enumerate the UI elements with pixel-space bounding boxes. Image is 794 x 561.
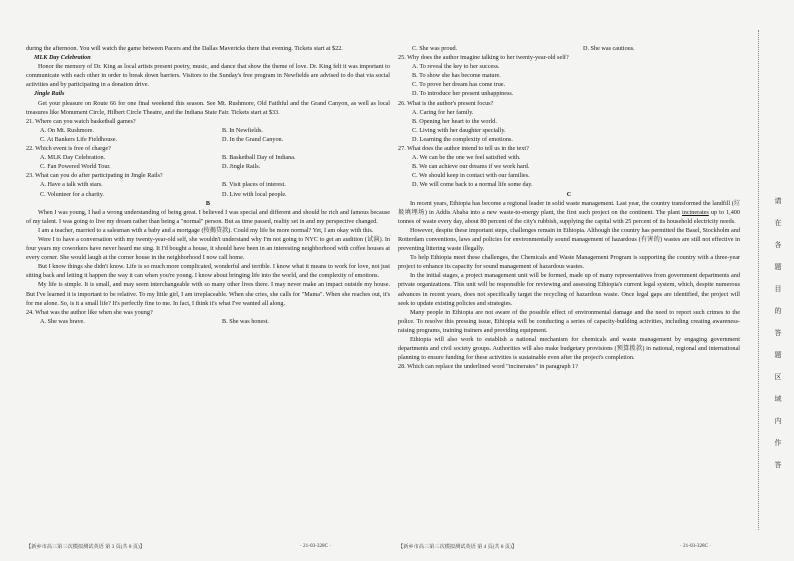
option: B. Basketball Day of Indiana.: [222, 154, 296, 162]
option: A. She was brave.: [40, 317, 85, 325]
paragraph: Honor the memory of Dr. King as local artists present poetry, music, and dance that show the theme of love. Dr. King felt it was important to communicate with each other in order to break down barriers. Visitors to the Sunday's free program in Newfields are advised to do that via social activities and by participating in a donation drive.: [26, 63, 390, 89]
question-21: 21. Where can you watch basketball games?: [26, 117, 136, 125]
paragraph: Ethiopia will also work to establish a national mechanism for chemicals and waste management by engaging government departments and civil society groups. Authorities will also make budgetary provisions (预算拨款) in national, regional and international planning to ensure funding for these activities is sustainable even after the project's completion.: [398, 336, 740, 362]
text-run: In recent years, Ethiopia has become a regional leader in solid waste management. Last year, the country transformed the landfill (垃圾填埋场) in Addis Ababa into a new waste-to-energy plant, the first such project on the continent. The plant: [398, 199, 740, 216]
paragraph: However, despite these important steps, challenges remain in Ethiopia. Although the country has permitted the Basel, Stockholm and Rotterdam conventions, laws and policies for environmentally sound management of hazardous (有害的) wastes are still not effective in preventing littering waste illegally.: [398, 226, 740, 253]
option: C. To prove her dream has come true.: [412, 81, 506, 89]
paragraph: In the initial stages, a project management unit will be formed, made up of many representatives from government departments and private organizations. This unit will be responsible for reviewing and assessing Ethiopia's current legal system, which, despite numerous advances in recent years, does not specifically target the recycling of hazardous waste. Once legal gaps are identified, the project will seek to update existing policies and strategies.: [398, 272, 740, 307]
side-char: 区: [774, 373, 782, 381]
event-heading: MLK Day Celebration: [34, 54, 91, 62]
option: A. We can be the one we feel satisfied with.: [412, 154, 521, 162]
side-char: 各: [774, 241, 782, 249]
paragraph: Were I to have a conversation with my twenty-year-old self, she wouldn't understand why I'm not going to NYC to get an audition (试演). In four years my coworkers have never heard me sing. It I'd bought a house, it should have been in an interesting neighborhood with coffee houses at every corner. She would laugh at the corner house in the neighborhood I now call home.: [26, 235, 390, 262]
page-code: · 21-03-328C ·: [680, 543, 712, 549]
paragraph: To help Ethiopia meet these challenges, the Chemicals and Waste Management Program is supporting the country with a three-year project to enhance its capacity for sound management of hazardous wastes.: [398, 254, 740, 271]
option: B. Opening her heart to the world.: [412, 117, 497, 125]
option: B. Visit places of interest.: [222, 181, 286, 189]
paragraph: during the afternoon. You will watch the game between Pacers and the Dallas Mavericks there that evening. Tickets start at $22.: [26, 45, 343, 52]
side-char: 目: [774, 285, 782, 293]
question-26: 26. What is the author's present focus?: [398, 99, 494, 107]
question-25: 25. Why does the author imagine talking to her twenty-year-old self?: [398, 54, 569, 62]
options-row: [26, 153, 390, 162]
side-char: 在: [774, 219, 782, 227]
paragraph: I am a teacher, married to a salesman with a baby and a mortgage (按揭贷款). Could my life be more normal? Yet, I am okay with this.: [38, 226, 374, 234]
option: B. In Newfields.: [222, 126, 263, 134]
option: C. At Bankers Life Fieldhouse.: [40, 135, 117, 143]
side-char: 答: [774, 461, 782, 469]
options-row: [26, 317, 390, 326]
option: A. Caring for her family.: [412, 108, 474, 116]
side-char: 请: [774, 197, 782, 205]
options-row: [398, 44, 740, 53]
side-char: 题: [774, 351, 782, 359]
text-run: up to 1,400 tonnes of waste every day, about 80 percent of the city's rubbish, supplying the capital with 25 percent of its household electricity needs.: [398, 208, 740, 225]
cut-line: [758, 30, 759, 530]
underlined-word: incinerates: [682, 208, 709, 216]
question-24: 24. What was the author like when she was young?: [26, 308, 153, 316]
option: D. Jingle Rails.: [222, 163, 261, 171]
paragraph: My life is simple. It is small, and may seem interchangeable with so many other lives there. I may never make an impact outside my house. But I've learned it is important to be relative. To my little girl, I am irreplaceable. When she cries, she calls for "Mama". When she reaches out, it's for me alone. So, is it a small life? It's perfectly fine to me. In fact, I think it's what I've wanted all along.: [26, 281, 390, 307]
option: A. On Mt. Rushmore.: [40, 126, 94, 134]
option: D. To introduce her present unhappiness.: [412, 90, 514, 98]
option: D. In the Grand Canyon.: [222, 135, 284, 143]
page-code: · 21-03-328C ·: [300, 543, 332, 549]
paragraph: [398, 199, 740, 226]
option: B. We can achieve our dreams if we work hard.: [412, 163, 530, 171]
options-row: [26, 126, 390, 135]
event-heading: Jingle Rails: [34, 90, 65, 98]
option: C. Fan Powered World Tour.: [40, 163, 111, 171]
question-23: 23. What can you do after participating in Jingle Rails?: [26, 172, 163, 180]
option: D. She was cautious.: [583, 45, 635, 52]
paragraph: When I was young, I had a wrong understanding of being great. I believed I was special and different and should be rich and famous because of my talent. I was going to live my dream rather than being a "normal" person. But as time passed, reality set in and my perspective changed.: [26, 208, 390, 225]
option: C. Living with her daughter specially.: [412, 126, 506, 134]
section-label-b: B: [205, 199, 211, 207]
side-char: 答: [774, 329, 782, 337]
page-footer: 【新乡市高三第三次模拟测试英语 第 4 页(共 8 页)】: [398, 544, 517, 550]
options-row: [26, 135, 390, 144]
options-row: [26, 190, 390, 199]
side-char: 的: [774, 307, 782, 315]
options-row: [26, 162, 390, 171]
option: C. We should keep in contact with our families.: [412, 172, 530, 180]
option: D. We will come back to a normal life some day.: [412, 181, 533, 189]
section-label-c: C: [566, 190, 572, 198]
paragraph: Get your pleasure on Route 66 for one final weekend this season. See Mt. Rushmore, Old Faithful and the Grand Canyon, as well as local treasures like Monument Circle, Hilbert Circle Theatre, and the Indiana State Fair. Tickets start at $33.: [26, 99, 390, 116]
option: D. Live with local people.: [222, 190, 287, 198]
option: B. To show she has become mature.: [412, 72, 501, 80]
question-27: 27. What does the author intend to tell us in the text?: [398, 145, 529, 153]
side-char: 作: [774, 439, 782, 447]
option: C. Volunteer for a charity.: [40, 190, 104, 198]
options-row: [26, 180, 390, 189]
left-column: [26, 44, 390, 326]
option: B. She was honest.: [222, 317, 269, 325]
option: A. MLK Day Celebration.: [40, 154, 106, 162]
side-char: 域: [774, 395, 782, 403]
question-22: 22. Which event is free of charge?: [26, 145, 111, 153]
option: A. To reveal the key to her success.: [412, 63, 500, 71]
side-char: 题: [774, 263, 782, 271]
option: A. Have a talk with stars.: [40, 181, 103, 189]
side-instruction: [772, 190, 784, 476]
paragraph: But I know things she didn't know. Life is so much more complicated, wonderful and terrible. I know what it means to work for love, not just sitting back and letting it happen the way it can when you're young. I know about bringing life into the world, and the complexity of emotions.: [26, 263, 390, 280]
question-28: 28. Which can replace the underlined word "incinerates" in paragraph 1?: [398, 363, 579, 371]
right-column: [398, 44, 740, 371]
paragraph: Many people in Ethiopia are not aware of the possible effect of environmental damage and the need to report such crimes to the police. To resolve this pressing issue, Ethiopia will be conducting a series of capacity-building activities, including creating awareness-raising programs, training trainers and providing equipment.: [398, 308, 740, 334]
option: C. She was proud.: [412, 45, 458, 52]
page-footer: 【新乡市高三第三次模拟测试英语 第 3 页(共 8 页)】: [26, 544, 145, 550]
side-char: 内: [774, 417, 782, 425]
option: D. Learning the complexity of emotions.: [412, 135, 513, 143]
